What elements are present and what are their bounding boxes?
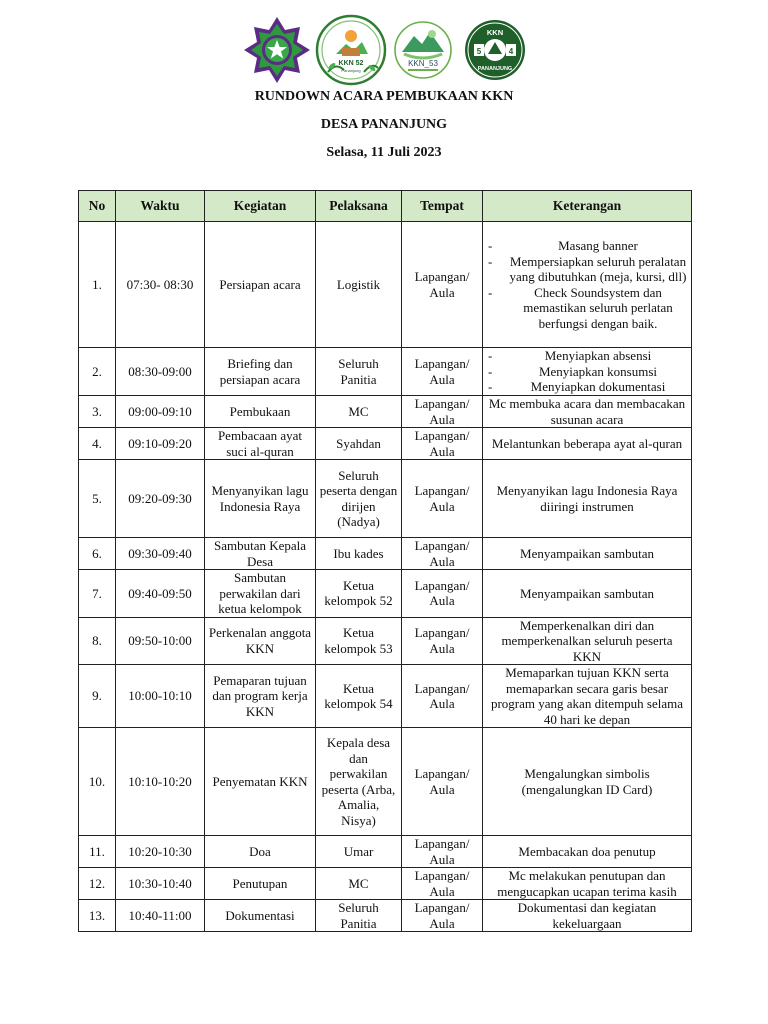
- table-row: [79, 222, 692, 348]
- cell-no: 13.: [79, 900, 116, 932]
- cell-keterangan: Dokumentasi dan kegiatan kekeluargaan: [483, 900, 692, 932]
- column-header-kegiatan: Kegiatan: [205, 191, 316, 222]
- cell-keterangan: Menyampaikan sambutan: [483, 538, 692, 570]
- cell-keterangan: Mc membuka acara dan membacakan susunan acara: [483, 396, 692, 428]
- cell-tempat: Lapangan/ Aula: [402, 222, 483, 348]
- cell-kegiatan: Persiapan acara: [205, 222, 316, 348]
- cell-waktu: 09:40-09:50: [116, 570, 205, 618]
- kkn-54-logo-num-right: 4: [508, 47, 514, 56]
- cell-kegiatan: Pembukaan: [205, 396, 316, 428]
- cell-no: 12.: [79, 868, 116, 900]
- cell-kegiatan: Pemaparan tujuan dan program kerja KKN: [205, 665, 316, 728]
- keterangan-item: - Check Soundsystem dan memastikan seluruh perlatan berfungsi dengan baik.: [486, 285, 688, 332]
- column-header-waktu: Waktu: [116, 191, 205, 222]
- cell-pelaksana: Syahdan: [316, 428, 402, 460]
- table-row: [79, 665, 692, 728]
- cell-pelaksana: Ketua kelompok 54: [316, 665, 402, 728]
- keterangan-list: [486, 348, 688, 395]
- cell-kegiatan: Penutupan: [205, 868, 316, 900]
- cell-tempat: Lapangan/ Aula: [402, 728, 483, 836]
- cell-no: 4.: [79, 428, 116, 460]
- cell-keterangan: Mc melakukan penutupan dan mengucapkan ucapan terima kasih: [483, 868, 692, 900]
- cell-waktu: 09:00-09:10: [116, 396, 205, 428]
- cell-pelaksana: Kepala desa dan perwakilan peserta (Arba, Amalia, Nisya): [316, 728, 402, 836]
- cell-kegiatan: Doa: [205, 836, 316, 868]
- cell-waktu: 10:40-11:00: [116, 900, 205, 932]
- cell-keterangan: Menyampaikan sambutan: [483, 570, 692, 618]
- keterangan-list: [486, 238, 688, 331]
- kkn-52-logo-text: KKN 52: [338, 60, 364, 67]
- cell-waktu: 09:30-09:40: [116, 538, 205, 570]
- cell-waktu: 10:10-10:20: [116, 728, 205, 836]
- column-header-pelaksana: Pelaksana: [316, 191, 402, 222]
- kkn-54-logo-top-text: KKN: [486, 28, 504, 37]
- table-row: [79, 460, 692, 538]
- table-row: [79, 617, 692, 665]
- cell-keterangan: [483, 348, 692, 396]
- column-header-keterangan: Keterangan: [483, 191, 692, 222]
- cell-keterangan: Melantunkan beberapa ayat al-quran: [483, 428, 692, 460]
- table-row: [79, 538, 692, 570]
- cell-tempat: Lapangan/ Aula: [402, 617, 483, 665]
- cell-pelaksana: MC: [316, 868, 402, 900]
- keterangan-item: - Menyiapkan dokumentasi: [486, 379, 688, 395]
- document-header: [0, 88, 768, 172]
- table-row: [79, 570, 692, 618]
- cell-pelaksana: Seluruh Panitia: [316, 900, 402, 932]
- cell-kegiatan: Sambutan perwakilan dari ketua kelompok: [205, 570, 316, 618]
- kkn-54-logo-bottom-text: PANANJUNG: [477, 66, 513, 72]
- cell-kegiatan: Sambutan Kepala Desa: [205, 538, 316, 570]
- cell-keterangan: Menyanyikan lagu Indonesia Raya diiringi instrumen: [483, 460, 692, 538]
- keterangan-item: - Menyiapkan absensi: [486, 348, 688, 364]
- kkn-53-logo: [392, 14, 454, 86]
- document-subtitle: DESA PANANJUNG: [320, 117, 448, 132]
- table-row: [79, 728, 692, 836]
- cell-pelaksana: Seluruh Panitia: [316, 348, 402, 396]
- keterangan-item: - Masang banner: [486, 238, 688, 254]
- table-row: [79, 396, 692, 428]
- kkn-52-logo-subtext: Pananjung: [341, 68, 361, 73]
- kkn-54-logo-num-left: 5: [476, 47, 482, 56]
- cell-waktu: 07:30- 08:30: [116, 222, 205, 348]
- cell-pelaksana: Umar: [316, 836, 402, 868]
- table-row: [79, 836, 692, 868]
- cell-pelaksana: Logistik: [316, 222, 402, 348]
- cell-kegiatan: Perkenalan anggota KKN: [205, 617, 316, 665]
- cell-tempat: Lapangan/ Aula: [402, 348, 483, 396]
- cell-pelaksana: Seluruh peserta dengan dirijen (Nadya): [316, 460, 402, 538]
- kkn-54-logo: [464, 14, 526, 86]
- cell-no: 9.: [79, 665, 116, 728]
- cell-waktu: 09:10-09:20: [116, 428, 205, 460]
- cell-no: 7.: [79, 570, 116, 618]
- keterangan-item: - Menyiapkan konsumsi: [486, 364, 688, 380]
- cell-no: 11.: [79, 836, 116, 868]
- cell-no: 5.: [79, 460, 116, 538]
- cell-waktu: 10:30-10:40: [116, 868, 205, 900]
- cell-no: 2.: [79, 348, 116, 396]
- rundown-table: [78, 190, 692, 932]
- column-header-no: No: [79, 191, 116, 222]
- kkn-53-logo-text: KKN_53: [408, 59, 438, 68]
- cell-kegiatan: Briefing dan persiapan acara: [205, 348, 316, 396]
- cell-pelaksana: Ketua kelompok 52: [316, 570, 402, 618]
- table-row: [79, 428, 692, 460]
- kkn-52-logo: [314, 14, 388, 86]
- table-body: [79, 222, 692, 932]
- cell-waktu: 10:00-10:10: [116, 665, 205, 728]
- cell-waktu: 09:20-09:30: [116, 460, 205, 538]
- cell-tempat: Lapangan/ Aula: [402, 460, 483, 538]
- table-row: [79, 868, 692, 900]
- cell-tempat: Lapangan/ Aula: [402, 428, 483, 460]
- cell-keterangan: Memperkenalkan diri dan memperkenalkan seluruh peserta KKN: [483, 617, 692, 665]
- cell-tempat: Lapangan/ Aula: [402, 868, 483, 900]
- university-logo: [240, 14, 314, 86]
- cell-tempat: Lapangan/ Aula: [402, 570, 483, 618]
- cell-no: 1.: [79, 222, 116, 348]
- column-header-tempat: Tempat: [402, 191, 483, 222]
- cell-pelaksana: MC: [316, 396, 402, 428]
- keterangan-item: - Mempersiapkan seluruh peralatan yang dibutuhkan (meja, kursi, dll): [486, 254, 688, 285]
- cell-tempat: Lapangan/ Aula: [402, 665, 483, 728]
- cell-no: 6.: [79, 538, 116, 570]
- document-title: RUNDOWN ACARA PEMBUKAAN KKN: [254, 89, 514, 104]
- table-header-row: [79, 191, 692, 222]
- document-date: Selasa, 11 Juli 2023: [326, 145, 442, 160]
- cell-tempat: Lapangan/ Aula: [402, 836, 483, 868]
- cell-kegiatan: Dokumentasi: [205, 900, 316, 932]
- cell-waktu: 10:20-10:30: [116, 836, 205, 868]
- table-row: [79, 348, 692, 396]
- cell-keterangan: Mengalungkan simbolis (mengalungkan ID Card): [483, 728, 692, 836]
- cell-tempat: Lapangan/ Aula: [402, 538, 483, 570]
- cell-tempat: Lapangan/ Aula: [402, 396, 483, 428]
- cell-kegiatan: Pembacaan ayat suci al-quran: [205, 428, 316, 460]
- cell-kegiatan: Menyanyikan lagu Indonesia Raya: [205, 460, 316, 538]
- cell-pelaksana: Ibu kades: [316, 538, 402, 570]
- table-row: [79, 900, 692, 932]
- cell-keterangan: Membacakan doa penutup: [483, 836, 692, 868]
- cell-kegiatan: Penyematan KKN: [205, 728, 316, 836]
- logo-strip: [0, 14, 768, 86]
- cell-no: 10.: [79, 728, 116, 836]
- cell-waktu: 09:50-10:00: [116, 617, 205, 665]
- cell-keterangan: Memaparkan tujuan KKN serta memaparkan secara garis besar program yang akan ditempuh selama 40 hari ke depan: [483, 665, 692, 728]
- cell-waktu: 08:30-09:00: [116, 348, 205, 396]
- cell-pelaksana: Ketua kelompok 53: [316, 617, 402, 665]
- cell-keterangan: [483, 222, 692, 348]
- cell-tempat: Lapangan/ Aula: [402, 900, 483, 932]
- cell-no: 3.: [79, 396, 116, 428]
- cell-no: 8.: [79, 617, 116, 665]
